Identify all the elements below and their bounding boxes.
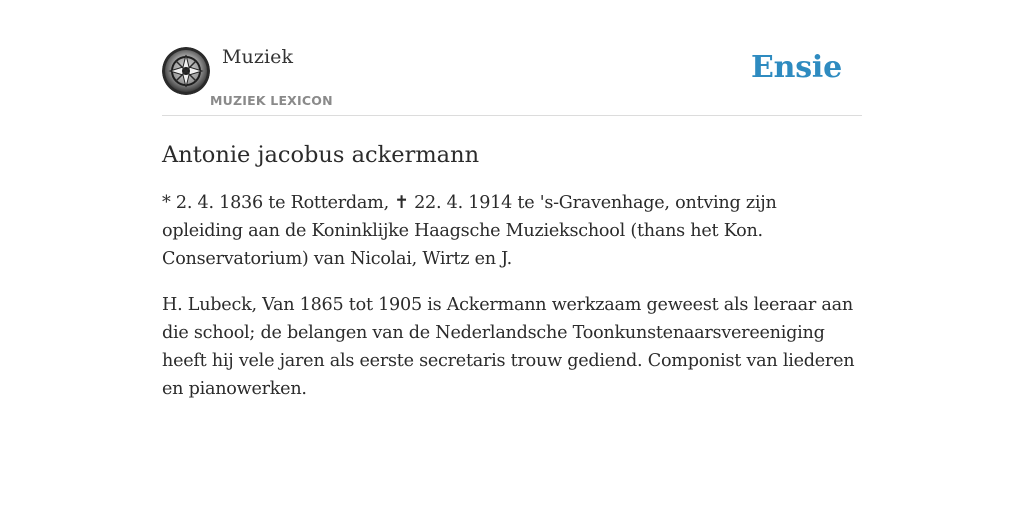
category-title[interactable]: Muziek: [222, 46, 294, 68]
ensie-brand-link[interactable]: Ensie: [750, 50, 842, 85]
muziek-emblem-icon[interactable]: [162, 47, 210, 95]
article: [162, 139, 862, 421]
article-paragraph: H. Lubeck, Van 1865 tot 1905 is Ackermann werkzaam geweest als leeraar aan die school; de belangen van de Nederlandsche Toonkunstenaarsvereeniging heeft hij vele jaren als eerste secretaris trouw gediend. Componist van liederen en pianowerken.: [162, 295, 855, 399]
article-title: Antonie jacobus ackermann: [162, 142, 480, 168]
article-paragraph: * 2. 4. 1836 te Rotterdam, ✝ 22. 4. 1914 te 's-Gravenhage, ontving zijn opleiding aan de Koninklijke Haagsche Muziekschool (thans het Kon. Conservatorium) van Nicolai, Wirtz en J.: [162, 193, 777, 269]
category-subtitle: MUZIEK LEXICON: [210, 93, 333, 108]
site-header: [162, 0, 862, 116]
page: [162, 0, 862, 399]
